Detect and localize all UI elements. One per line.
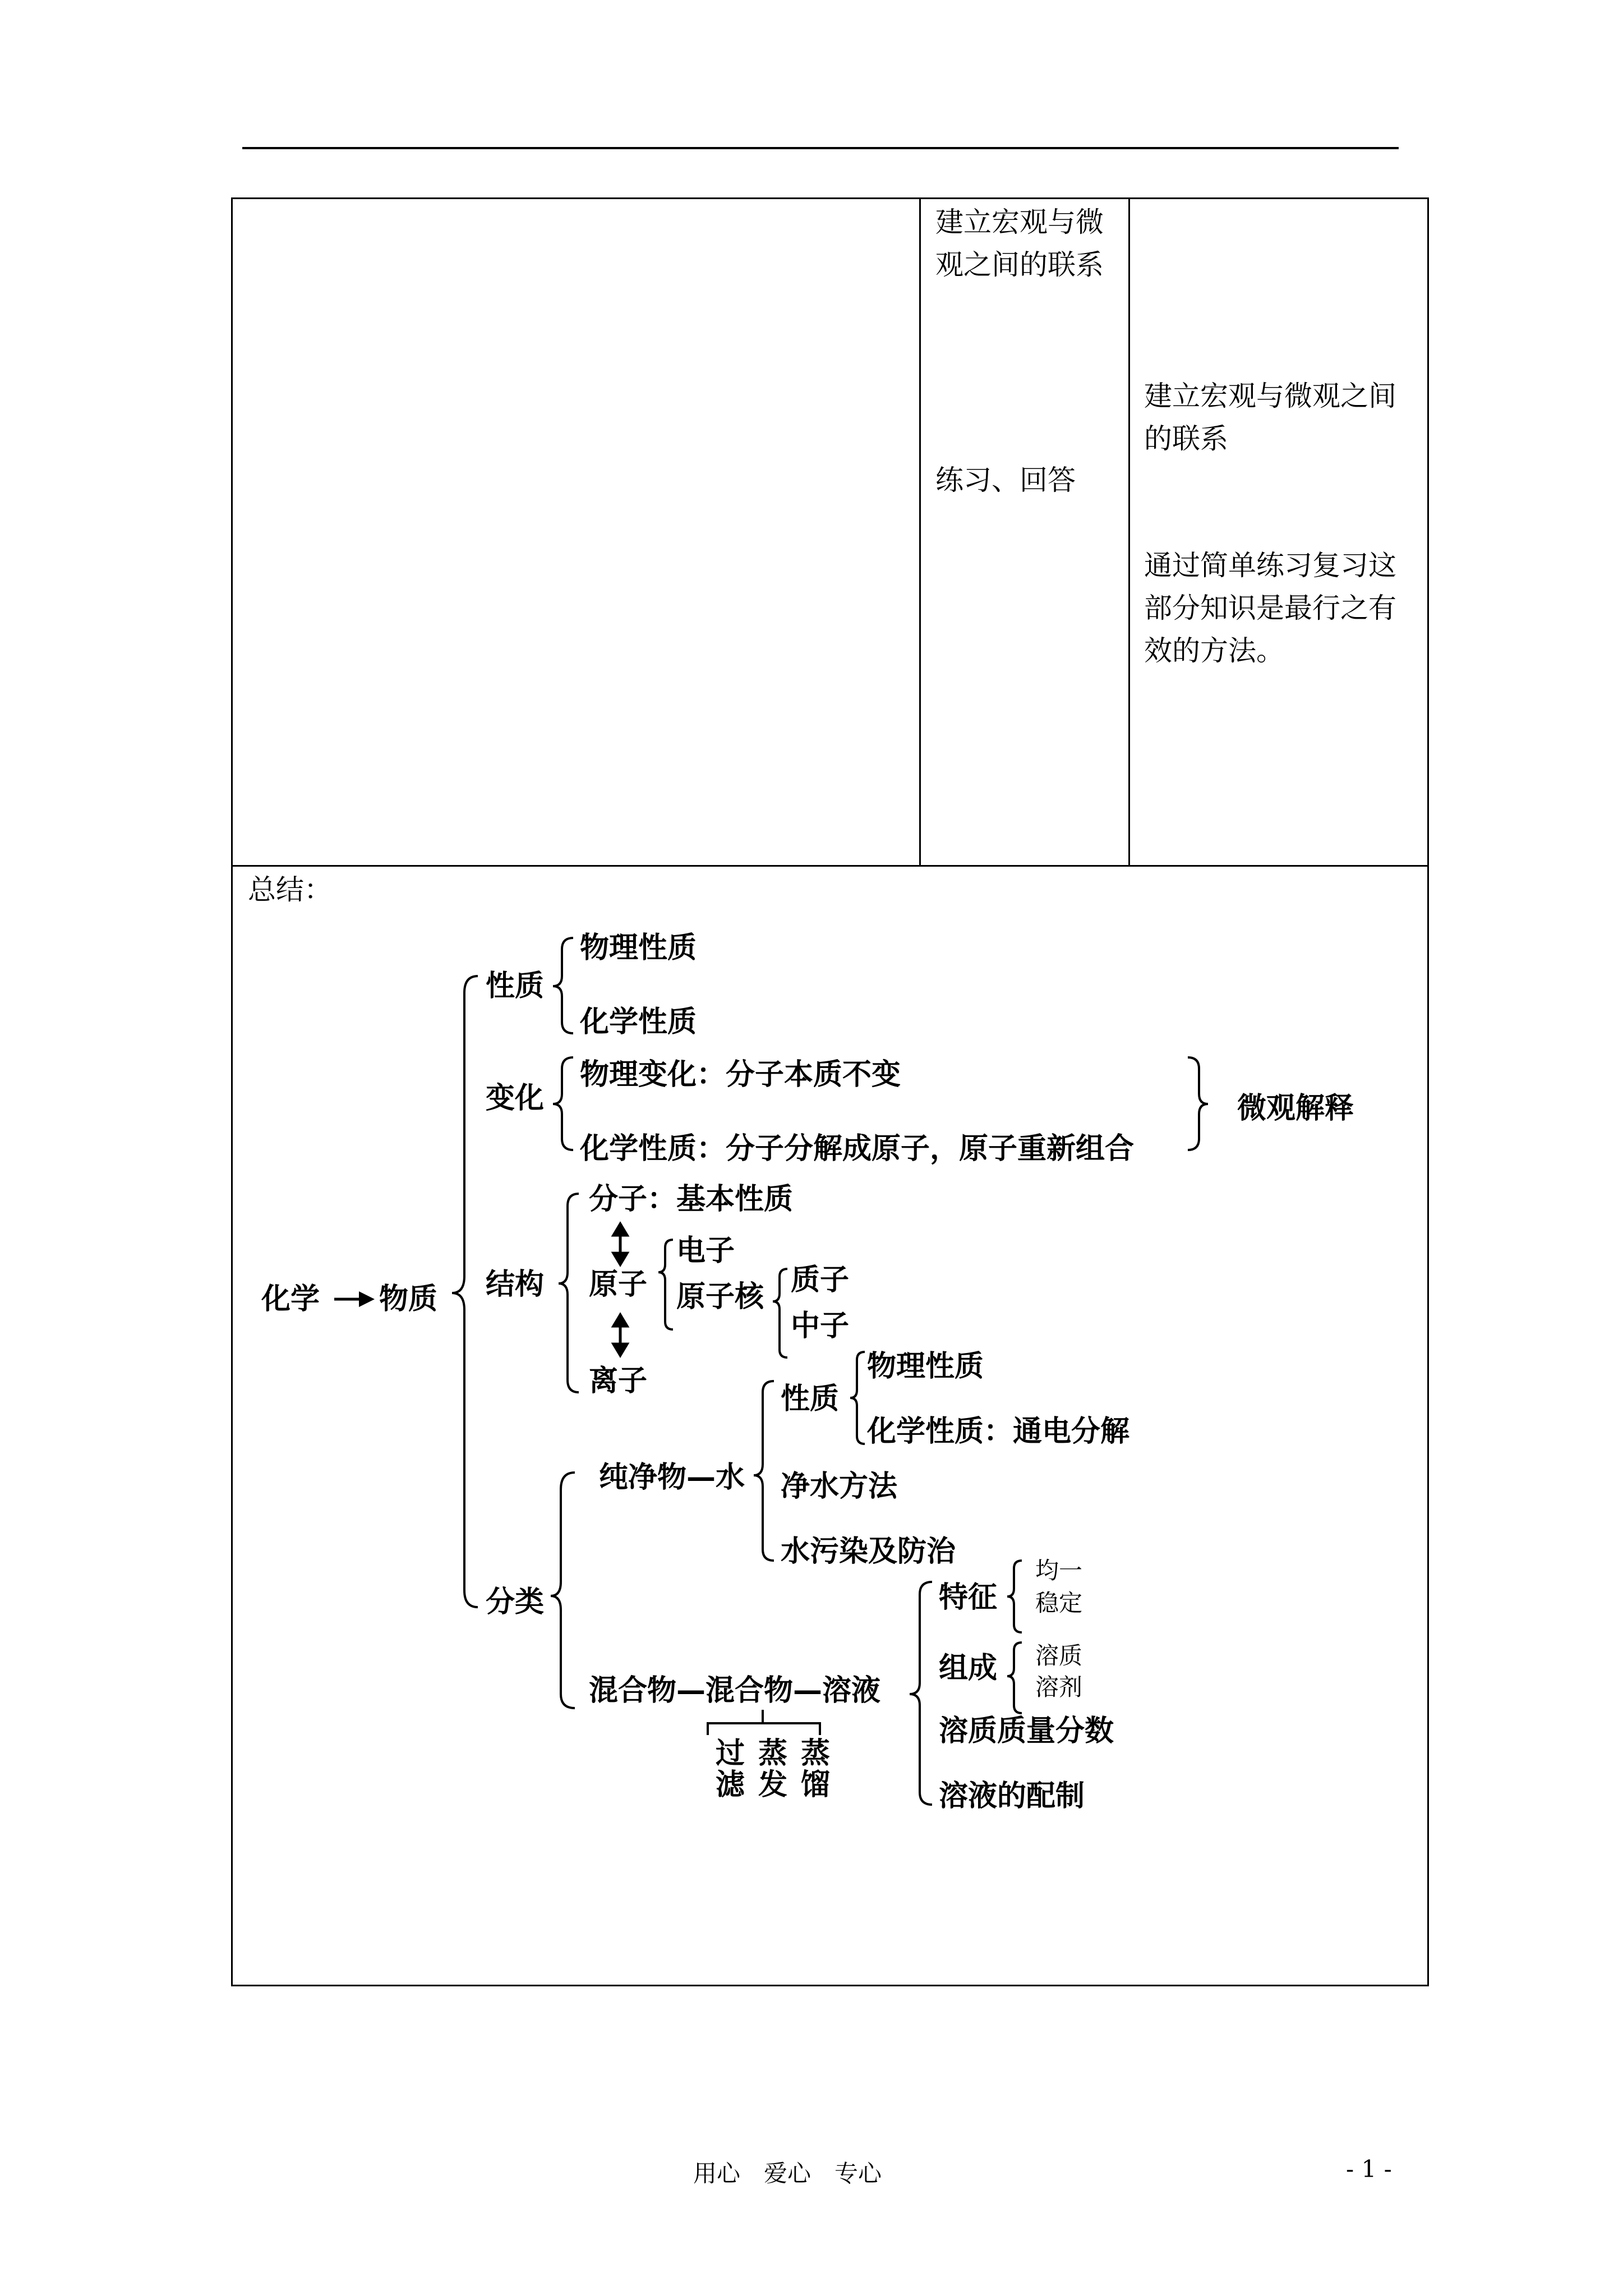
node-chemical-change: 化学性质：分子分解成原子，原子重新组合 [580, 1132, 1135, 1166]
col4-method-text: 通过简单练习复习这部分知识是最行之有效的方法。 [1144, 549, 1396, 667]
node-filtration: 过滤 [716, 1737, 745, 1802]
page-number: - 1 - [1346, 2155, 1392, 2183]
node-solute: 溶质 [1035, 1642, 1083, 1669]
node-proton: 质子 [791, 1263, 850, 1297]
node-water-properties: 性质 [781, 1382, 840, 1416]
node-changes: 变化 [486, 1082, 545, 1115]
node-mixture: 混合物—混合物—溶液 [589, 1674, 881, 1708]
node-neutron: 中子 [791, 1309, 850, 1343]
summary-label: 总结： [248, 873, 332, 906]
node-chemistry: 化学 [261, 1282, 320, 1316]
node-atom: 原子 [589, 1268, 648, 1301]
node-uniform: 均一 [1035, 1557, 1083, 1584]
node-water-chemical: 化学性质：通电分解 [867, 1415, 1130, 1448]
node-distillation: 蒸馏 [801, 1737, 831, 1802]
node-solution-preparation: 溶液的配制 [939, 1779, 1085, 1813]
node-water-purification: 净水方法 [781, 1470, 898, 1503]
node-physical-property: 物理性质 [580, 931, 697, 965]
col3-practice-text: 练习、回答 [935, 464, 1076, 496]
node-structure: 结构 [486, 1268, 545, 1301]
node-ion: 离子 [589, 1364, 648, 1398]
node-physical-change: 物理变化：分子本质不变 [580, 1058, 901, 1092]
node-stable: 稳定 [1035, 1589, 1083, 1617]
node-composition: 组成 [939, 1651, 998, 1685]
node-water-physical: 物理性质 [867, 1350, 984, 1383]
node-solvent: 溶剂 [1035, 1673, 1083, 1701]
node-nucleus: 原子核 [676, 1280, 764, 1314]
node-substance: 物质 [379, 1282, 438, 1316]
node-mass-fraction: 溶质质量分数 [939, 1714, 1114, 1748]
col3-link-text: 建立宏观与微观之间的联系 [935, 206, 1104, 281]
node-evaporation: 蒸发 [758, 1737, 788, 1802]
node-classification: 分类 [486, 1585, 545, 1619]
node-micro-explanation: 微观解释 [1237, 1092, 1354, 1125]
node-water-pollution: 水污染及防治 [781, 1535, 956, 1568]
footer-motto: 用心 爱心 专心 [693, 2160, 882, 2187]
node-chemical-property: 化学性质 [580, 1005, 697, 1039]
node-electron: 电子 [676, 1234, 735, 1268]
col4-link-text: 建立宏观与微观之间的联系 [1144, 380, 1396, 455]
node-molecule: 分子：基本性质 [589, 1182, 794, 1216]
node-pure-water: 纯净物—水 [599, 1461, 745, 1494]
node-features: 特征 [939, 1581, 998, 1614]
node-properties: 性质 [486, 969, 545, 1003]
